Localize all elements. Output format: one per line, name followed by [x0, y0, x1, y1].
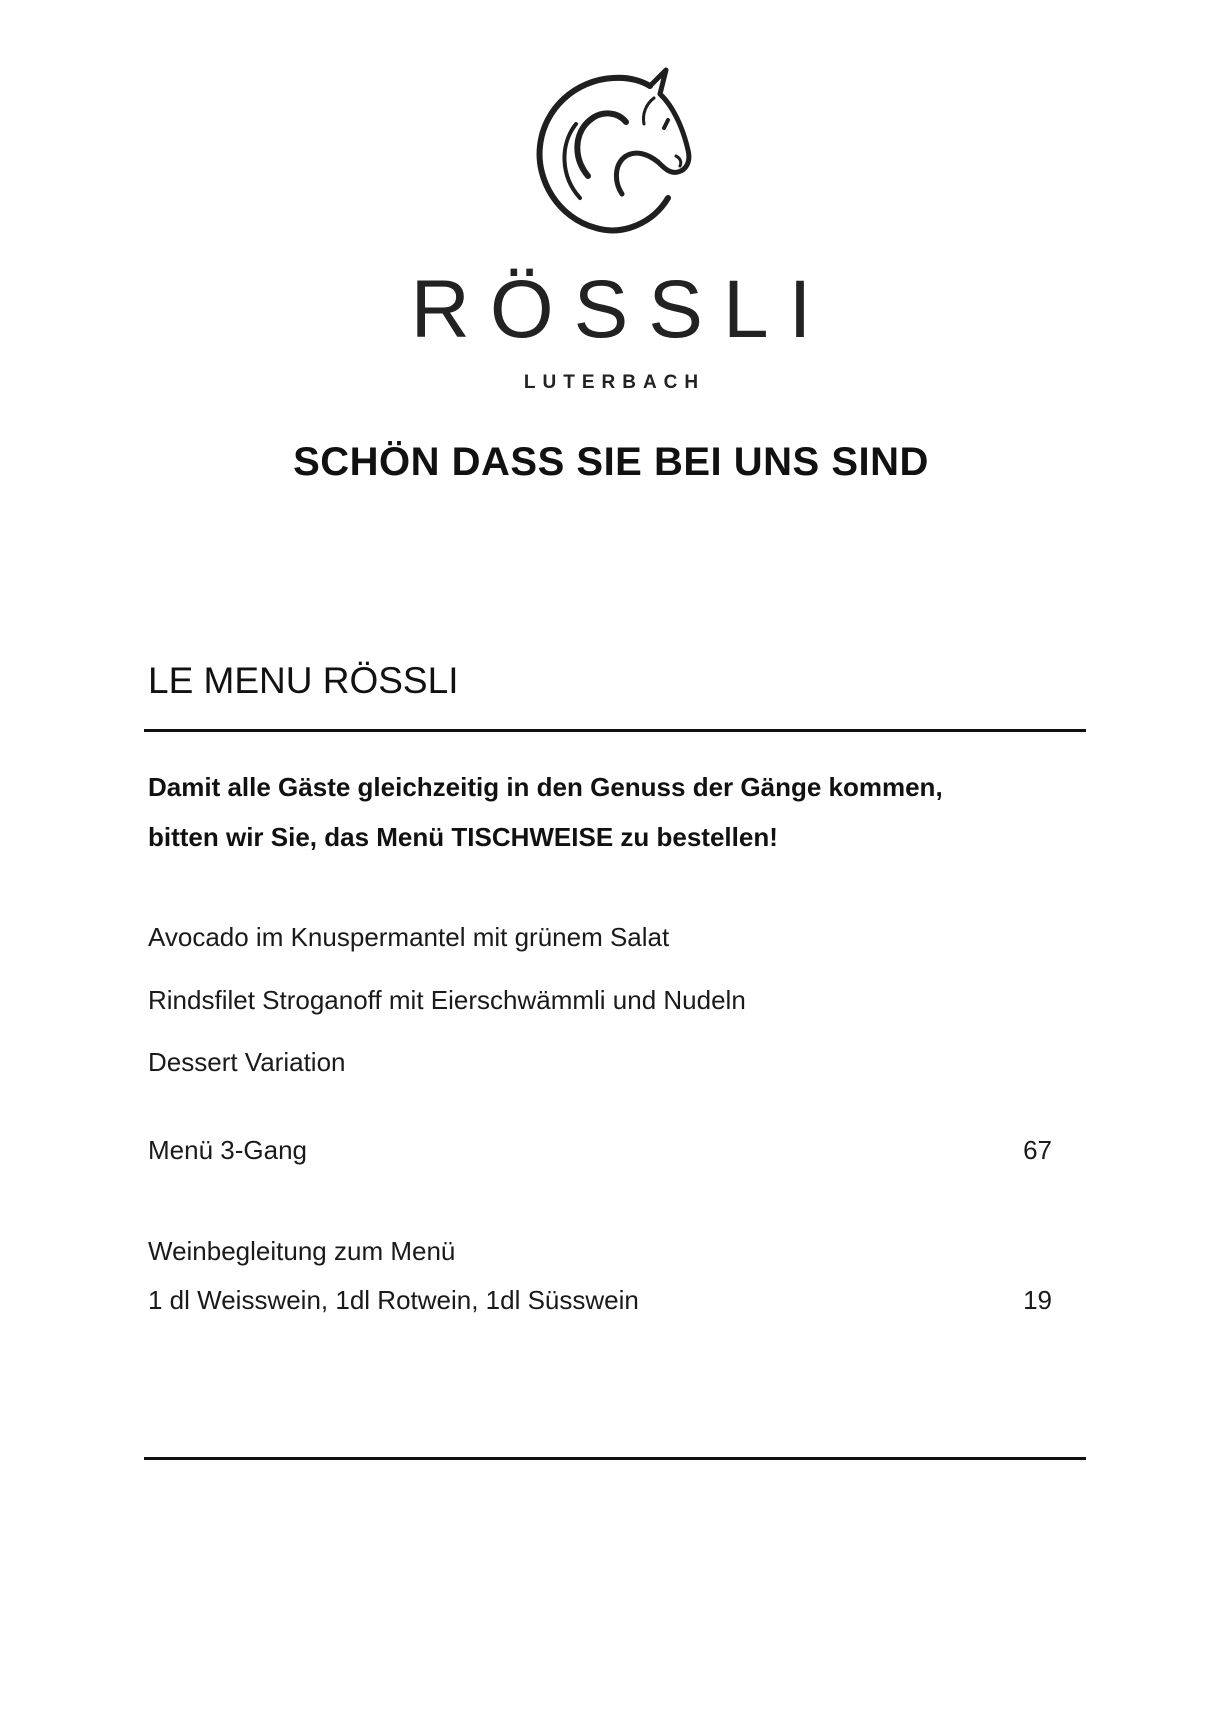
horse-head-logo-icon — [518, 58, 704, 244]
menu-title: LE MENU RÖSSLI — [148, 660, 459, 701]
order-notice-line-2: bitten wir Sie, das Menü TISCHWEISE zu bestellen! — [148, 822, 778, 852]
divider-bottom — [144, 1457, 1086, 1460]
brand-name: RÖSSLI — [410, 264, 832, 355]
menu-3-gang-label: Menü 3-Gang — [148, 1135, 307, 1165]
course-item: Avocado im Knuspermantel mit grünem Salat — [148, 922, 670, 952]
welcome-heading: SCHÖN DASS SIE BEI UNS SIND — [293, 440, 929, 484]
menu-3-gang-price: 67 — [1023, 1135, 1052, 1165]
brand-location: LUTERBACH — [523, 372, 706, 393]
wine-pairing-label: 1 dl Weisswein, 1dl Rotwein, 1dl Süsswein — [148, 1285, 639, 1315]
course-item: Rindsfilet Stroganoff mit Eierschwämmli und Nudeln — [148, 985, 746, 1015]
order-notice-line-1: Damit alle Gäste gleichzeitig in den Genuss der Gänge kommen, — [148, 772, 943, 802]
divider-top — [144, 729, 1086, 732]
course-item: Dessert Variation — [148, 1047, 346, 1077]
wine-pairing-price: 19 — [1023, 1285, 1052, 1315]
wine-pairing-heading: Weinbegleitung zum Menü — [148, 1236, 456, 1266]
